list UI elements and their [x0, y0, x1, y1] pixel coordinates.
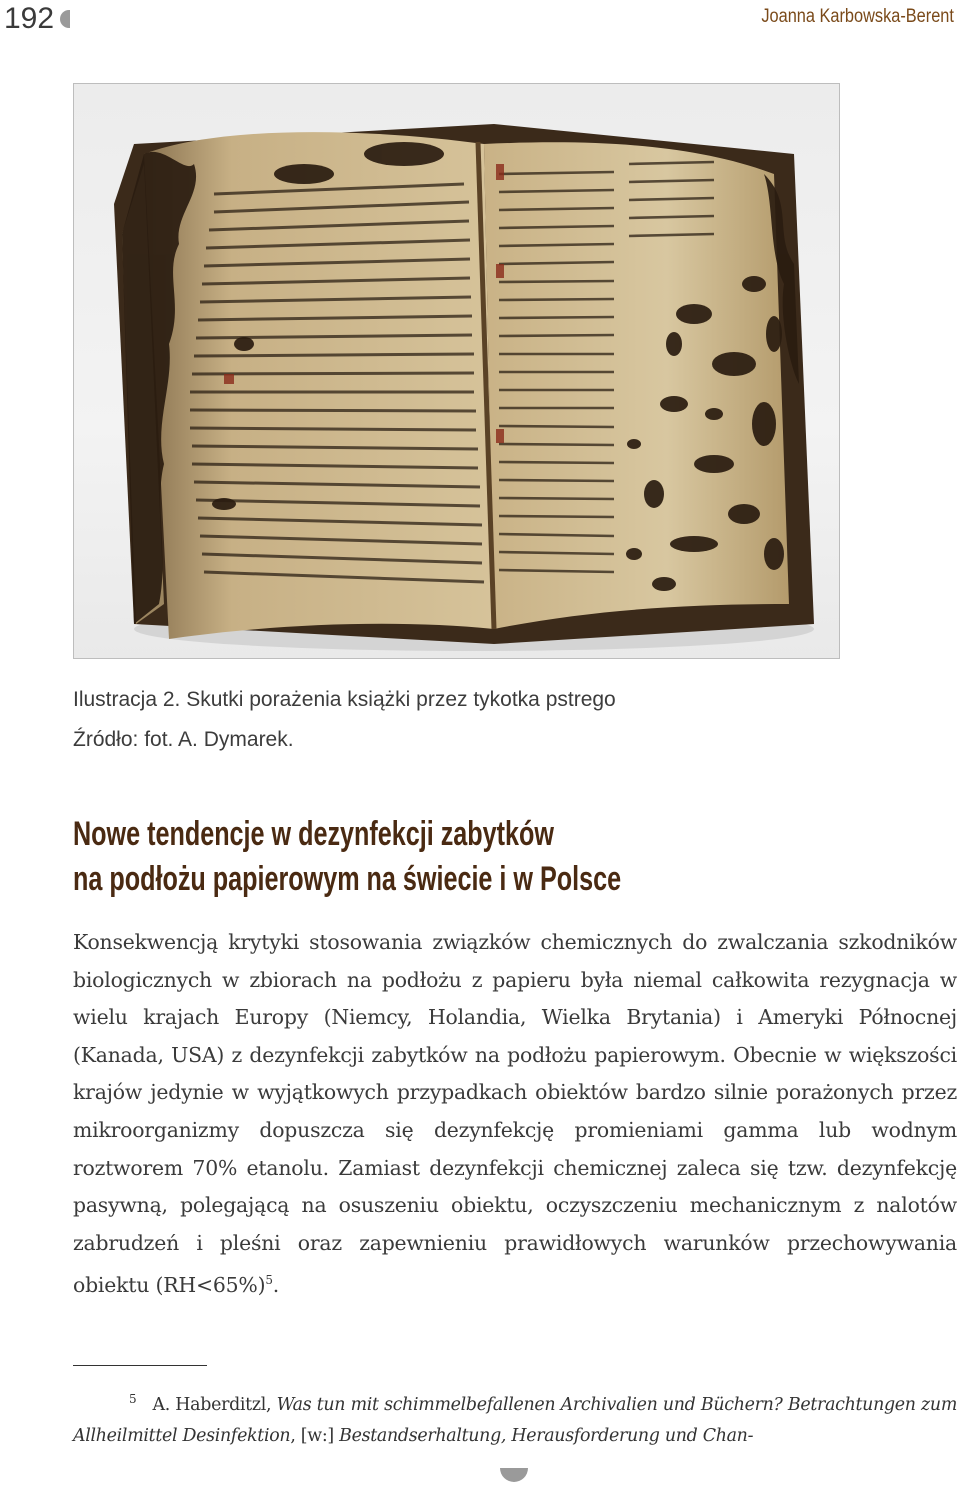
page-bottom-marker-icon — [500, 1468, 528, 1482]
page-number: 192 — [4, 2, 55, 35]
figure-source: Źródło: fot. A. Dymarek. — [73, 728, 294, 751]
paragraph-text: Konsekwencją krytyki stosowania związków chemicznych do zwalczania szkodników biologicznych w zbiorach na podłożu z papieru była niemal całkowita rezygnacja w wielu krajach Europy (Niemcy, Holandia, Wielka Brytania) i Ameryki Północnej (Kanada, USA) z dezynfekcji zabytków na podłożu papierowym. Obecnie w większości krajów jedynie w wyjątkowych przypadkach obiektów bardzo silnie porażonych przez mikroorganizmy dopuszcza się dezynfekcję promieniami gamma lub wodnym roztworem 70% etanolu. Zamiast dezynfekcji chemicznej zaleca się tzw. dezynfekcję pasywną, polegającą na osuszeniu obiektu, oczyszczeniu mechanicznym z nalotów zabrudzeń i pleśni oraz zapewnieniu prawidłowych warunków przechowywania obiektu (RH<65%) — [73, 930, 957, 1298]
footnote-author: A. Haberditzl, — [152, 1394, 272, 1415]
footnote-number: 5 — [129, 1392, 137, 1406]
footnote-title: Was tun mit schimmelbefallenen Archivalien und Büchern? Betrachtungen zum Allheilmittel Desinfektion — [73, 1394, 958, 1446]
footnote-source: Bestandserhaltung, Herausforderung und Chan- — [339, 1425, 754, 1446]
footnote-separator — [73, 1365, 207, 1366]
footnote-reference[interactable]: 5 — [265, 1273, 273, 1288]
page-marker-icon — [60, 10, 70, 28]
footnote-middle: , [w:] — [290, 1425, 340, 1446]
figure-caption: Ilustracja 2. Skutki porażenia książki przez tykotka pstrego — [73, 688, 616, 711]
section-heading-line-1: Nowe tendencje w dezynfekcji zabytków — [73, 815, 554, 853]
illustration-book-photo — [73, 83, 840, 659]
damaged-book-image — [74, 84, 839, 658]
paragraph-end: . — [272, 1273, 280, 1298]
body-paragraph — [73, 924, 957, 1305]
running-head-author: Joanna Karbowska-Berent — [761, 6, 954, 27]
footnote — [73, 1384, 957, 1452]
section-heading — [73, 812, 621, 902]
section-heading-line-2: na podłożu papierowym na świecie i w Polsce — [73, 860, 622, 898]
